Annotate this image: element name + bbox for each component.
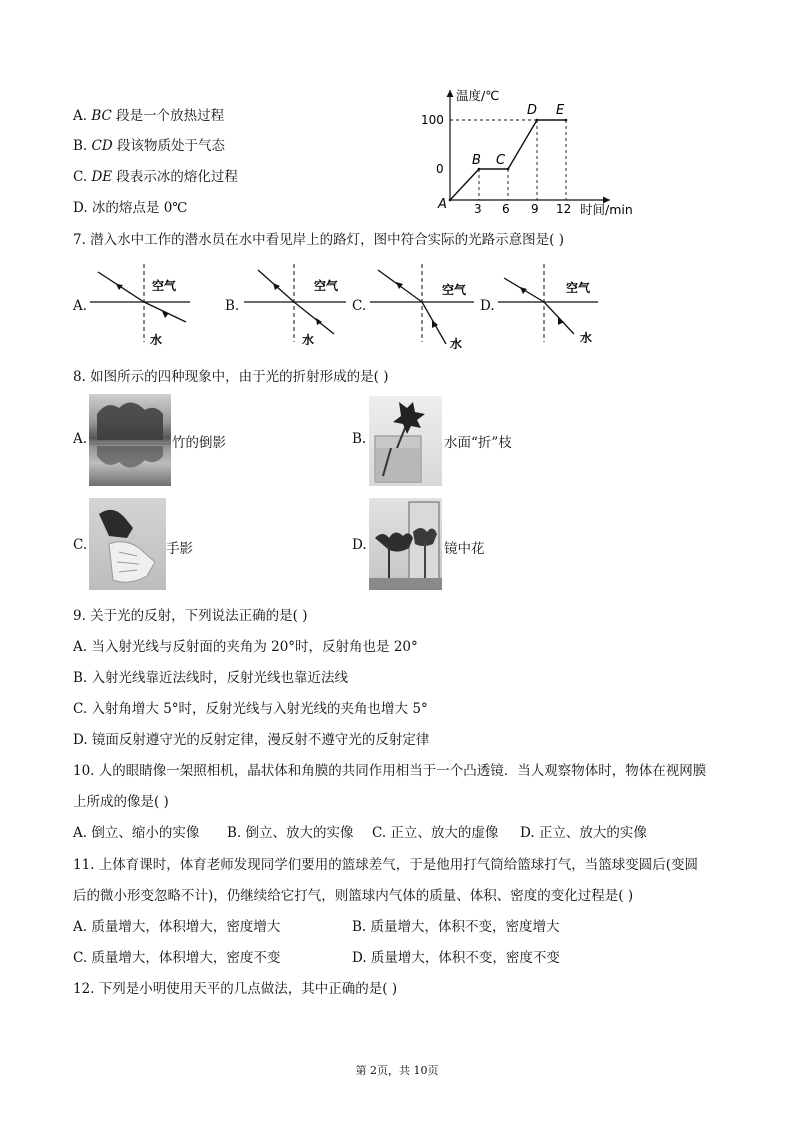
q6-option-a: A. BC 段是一个放热过程 [73, 108, 225, 124]
x-tick-12: 12 [556, 202, 572, 216]
q8-option-b-label: B. [352, 431, 367, 447]
bamboo-reflection-photo [89, 394, 171, 486]
data-point-e [565, 119, 568, 122]
q10-stem-line1: 10. 人的眼睛像一架照相机，晶状体和角膜的共同作用相当于一个凸透镜．当人观察物体时，物体在视网膜 [73, 763, 707, 779]
q7-option-b-label: B. [225, 298, 240, 314]
q12-stem: 12. 下列是小明使用天平的几点做法，其中正确的是( ) [73, 981, 398, 997]
data-point-a [449, 199, 452, 202]
point-label-e: E [556, 103, 565, 118]
q11-stem-line1: 11. 上体育课时，体育老师发现同学们要用的篮球差气，于是他用打气筒给篮球打气，当篮球变圆后(变圆 [73, 857, 699, 873]
q8-option-b-caption: 水面“折”枝 [444, 435, 512, 451]
q7-option-c-label: C. [352, 298, 367, 314]
q7-option-a-diagram [86, 262, 196, 352]
q10-option-d: D. 正立、放大的实像 [520, 825, 647, 841]
q7-option-a-label: A. [73, 298, 88, 314]
x-axis-label: 时间/min [580, 202, 633, 217]
page-footer: 第 2页，共 10页 [355, 1064, 439, 1077]
q7-option-d-diagram [494, 262, 606, 354]
data-point-d [536, 119, 539, 122]
q7-option-a-water: 水 [150, 333, 163, 347]
q7-option-d-water: 水 [580, 331, 593, 345]
q7-option-b-diagram [240, 262, 350, 352]
q7-option-c-water: 水 [450, 337, 463, 351]
q8-option-d-caption: 镜中花 [444, 541, 485, 557]
q8-option-c-caption: 手影 [166, 541, 193, 557]
bent-branch-in-water-photo [369, 396, 442, 486]
x-tick-6: 6 [502, 202, 510, 216]
hand-shadow-photo [89, 498, 166, 590]
x-tick-9: 9 [531, 202, 539, 216]
q11-option-a: A. 质量增大，体积增大，密度增大 [73, 919, 281, 935]
q10-option-b: B. 倒立、放大的实像 [227, 825, 354, 841]
y-tick-100: 100 [421, 113, 444, 127]
q10-option-a: A. 倒立、缩小的实像 [73, 825, 200, 841]
q11-stem-line2: 后的微小形变忽略不计)，仍继续给它打气，则篮球内气体的质量、体积、密度的变化过程是( ) [73, 888, 634, 904]
q11-option-c: C. 质量增大，体积增大，密度不变 [73, 950, 281, 966]
q6-option-c: C. DE 段表示冰的熔化过程 [73, 169, 238, 185]
temperature-time-graph [420, 82, 650, 222]
point-label-b: B [472, 153, 481, 168]
y-axis-label: 温度/℃ [456, 88, 500, 103]
q10-option-c: C. 正立、放大的虚像 [372, 825, 499, 841]
point-label-c: C [496, 153, 506, 168]
q6-option-b: B. CD 段该物质处于气态 [73, 138, 225, 154]
q7-option-d-air: 空气 [566, 281, 591, 295]
q9-option-a: A. 当入射光线与反射面的夹角为 20°时，反射角也是 20° [73, 639, 418, 655]
flower-in-mirror-photo [369, 498, 442, 590]
q7-stem: 7. 潜入水中工作的潜水员在水中看见岸上的路灯，图中符合实际的光路示意图是( ) [73, 232, 564, 248]
q7-option-a-air: 空气 [152, 279, 177, 293]
q6-option-d: D. 冰的熔点是 0℃ [73, 200, 188, 216]
q9-option-c: C. 入射角增大 5°时，反射光线与入射光线的夹角也增大 5° [73, 701, 428, 717]
q8-option-a-caption: 竹的倒影 [172, 435, 226, 451]
data-point-c [507, 168, 510, 171]
q10-stem-line2: 上所成的像是( ) [73, 794, 169, 810]
q7-option-b-water: 水 [302, 333, 315, 347]
q8-option-a-label: A. [73, 431, 88, 447]
q9-option-d: D. 镜面反射遵守光的反射定律，漫反射不遵守光的反射定律 [73, 732, 430, 748]
point-label-d: D [527, 103, 538, 118]
q11-option-d: D. 质量增大，体积不变，密度不变 [352, 950, 560, 966]
q11-option-b: B. 质量增大，体积不变，密度增大 [352, 919, 560, 935]
q7-option-d-label: D. [480, 298, 495, 314]
q8-option-c-label: C. [73, 537, 88, 553]
q8-stem: 8. 如图所示的四种现象中，由于光的折射形成的是( ) [73, 369, 389, 385]
point-label-a: A [438, 197, 447, 212]
q9-stem: 9. 关于光的反射，下列说法正确的是( ) [73, 608, 308, 624]
q7-option-b-air: 空气 [314, 279, 339, 293]
y-tick-0: 0 [436, 162, 444, 176]
q9-option-b: B. 入射光线靠近法线时，反射光线也靠近法线 [73, 670, 349, 686]
q7-option-c-air: 空气 [442, 283, 467, 297]
q8-option-d-label: D. [352, 537, 367, 553]
x-tick-3: 3 [474, 202, 482, 216]
q7-option-c-diagram [366, 262, 478, 354]
data-point-b [478, 168, 481, 171]
